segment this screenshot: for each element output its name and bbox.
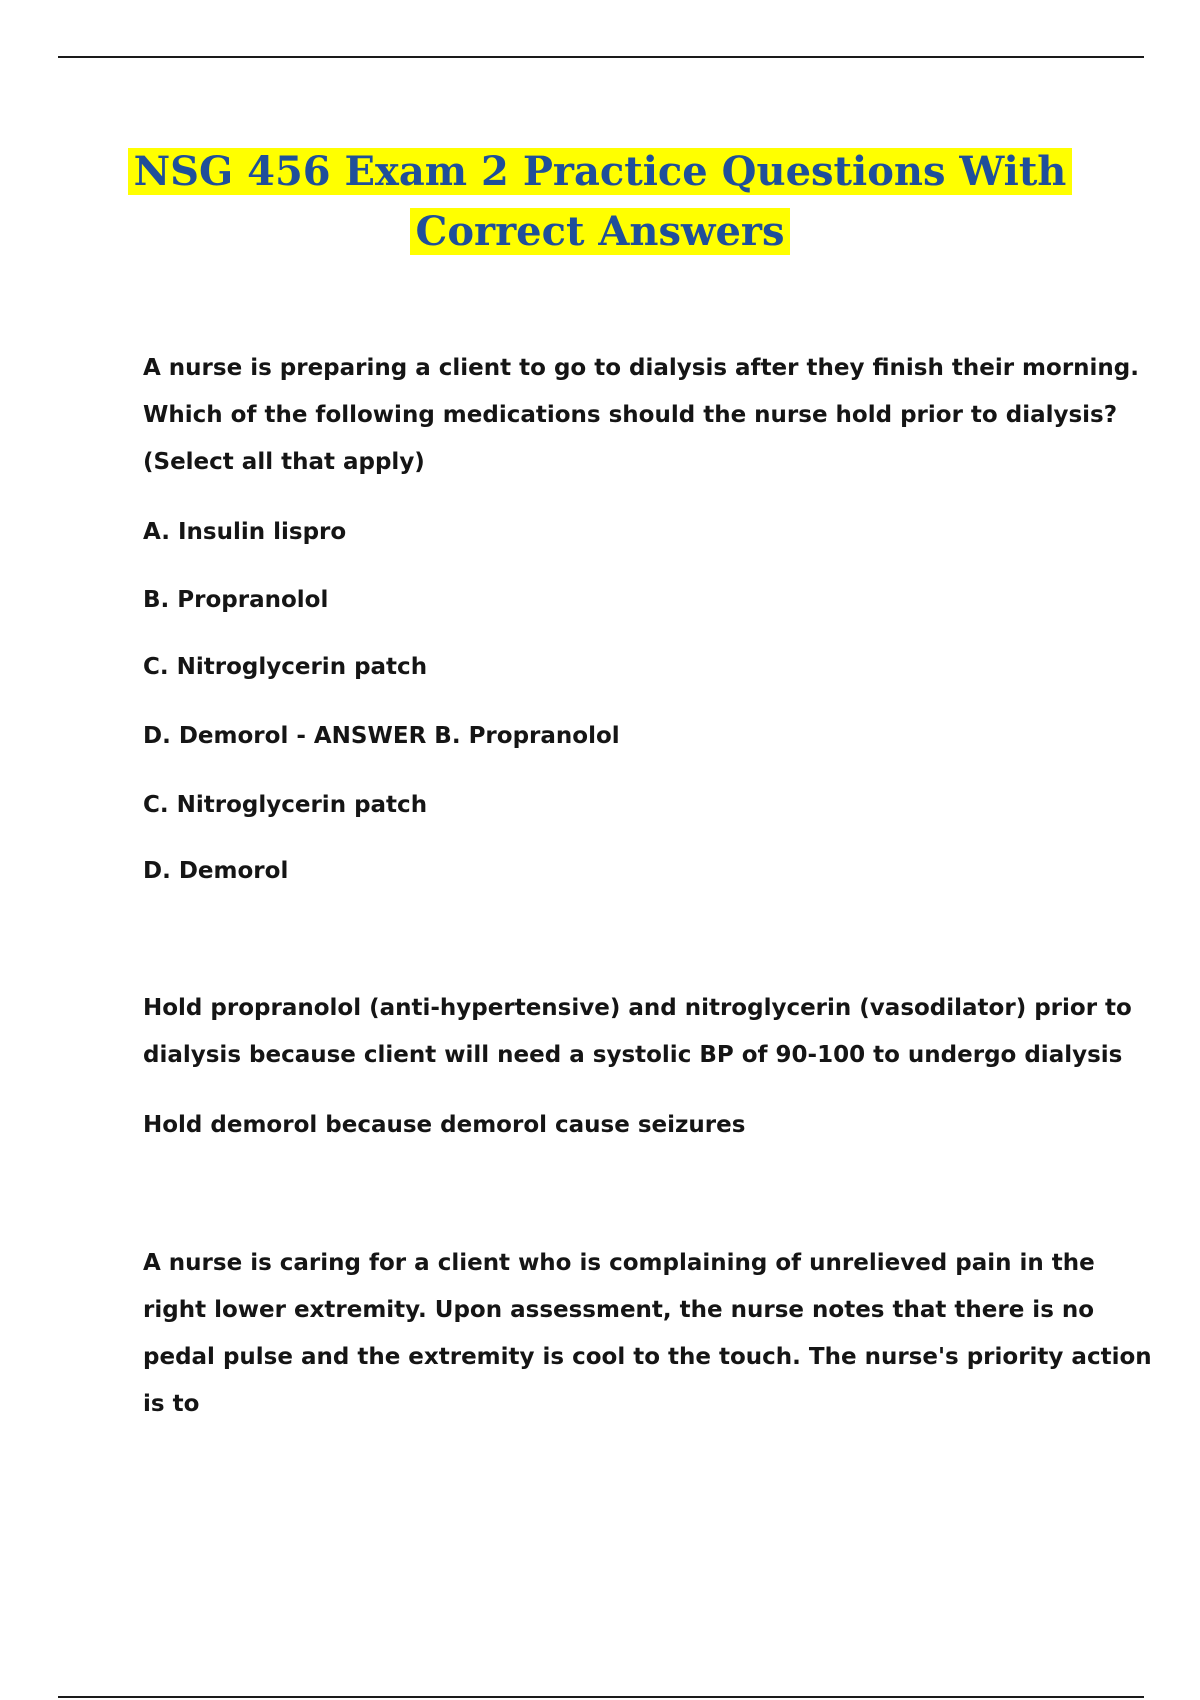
question-1-option: D. Demorol xyxy=(143,858,289,884)
question-1-answer: D. Demorol - ANSWER B. Propranolol xyxy=(143,723,620,749)
question-1-line: Which of the following medications should the nurse hold prior to dialysis? xyxy=(143,402,1118,428)
rationale-line: dialysis because client will need a systolic BP of 90-100 to undergo dialysis xyxy=(143,1042,1123,1068)
question-1-option: C. Nitroglycerin patch xyxy=(143,792,428,818)
question-2-line: is to xyxy=(143,1391,200,1417)
question-2-line: right lower extremity. Upon assessment, the nurse notes that there is no xyxy=(143,1297,1095,1323)
question-1-line: A nurse is preparing a client to go to dialysis after they finish their morning. xyxy=(143,355,1139,381)
header-rule xyxy=(58,56,1144,58)
question-1-option: C. Nitroglycerin patch xyxy=(143,654,428,680)
question-2-stem xyxy=(143,1240,1152,1428)
footer-rule xyxy=(58,1696,1144,1698)
question-1-line: (Select all that apply) xyxy=(143,449,425,475)
title-line-1: NSG 456 Exam 2 Practice Questions With xyxy=(128,148,1073,195)
question-2-line: pedal pulse and the extremity is cool to the touch. The nurse's priority action xyxy=(143,1344,1152,1370)
question-1-rationale xyxy=(143,985,1132,1079)
question-1-option: A. Insulin lispro xyxy=(143,519,347,545)
document-title xyxy=(0,142,1200,262)
question-1-stem xyxy=(143,345,1139,486)
question-1-note: Hold demorol because demorol cause seizures xyxy=(143,1112,746,1138)
question-1-option: B. Propranolol xyxy=(143,587,329,613)
rationale-line: Hold propranolol (anti-hypertensive) and nitroglycerin (vasodilator) prior to xyxy=(143,995,1132,1021)
question-2-line: A nurse is caring for a client who is complaining of unrelieved pain in the xyxy=(143,1250,1095,1276)
title-line-2: Correct Answers xyxy=(410,208,791,255)
